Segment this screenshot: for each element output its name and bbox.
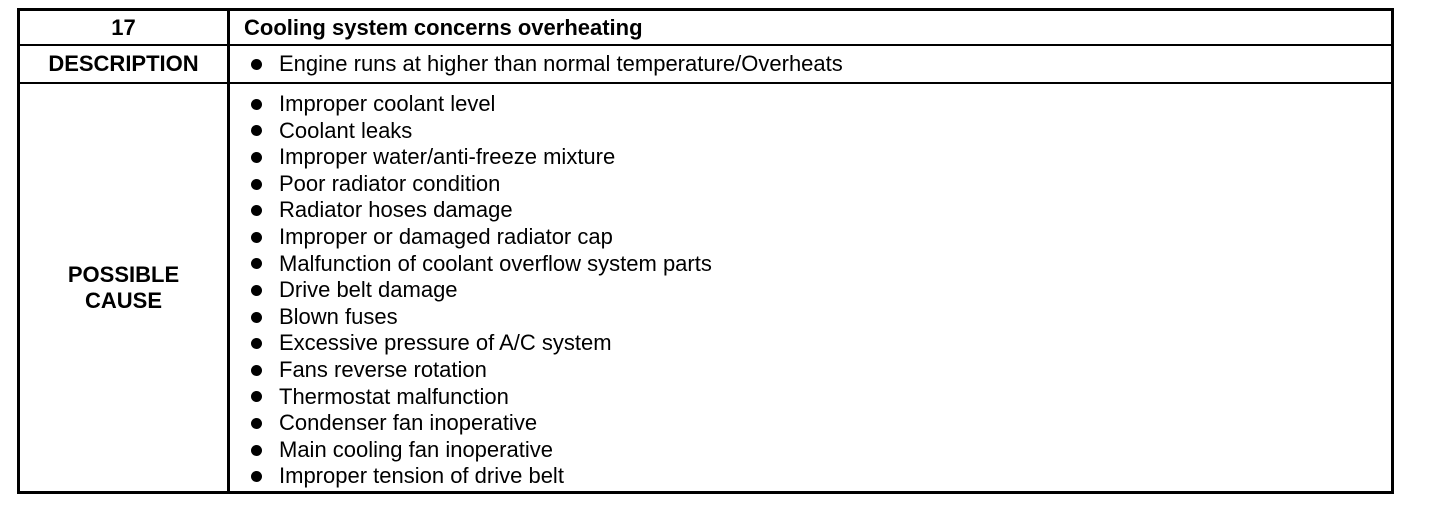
possible-cause-item [244, 224, 712, 251]
bullet-icon [251, 338, 262, 349]
possible-cause-item [244, 277, 712, 304]
possible-cause-item [244, 437, 712, 464]
possible-cause-item [244, 330, 712, 357]
possible-cause-text: Excessive pressure of A/C system [279, 330, 612, 356]
bullet-icon [251, 258, 262, 269]
bullet-icon [251, 285, 262, 296]
bullet-icon [251, 152, 262, 163]
possible-cause-text: Improper coolant level [279, 91, 496, 116]
bullet-icon [251, 99, 262, 110]
possible-cause-text: Fans reverse rotation [279, 356, 487, 382]
possible-cause-text: Poor radiator condition [279, 170, 501, 196]
bullet-icon [251, 445, 262, 456]
possible-cause-text: Coolant leaks [279, 117, 413, 143]
possible-cause-text: Thermostat malfunction [279, 383, 509, 409]
description-item [244, 51, 843, 78]
possible-cause-text: Main cooling fan inoperative [279, 436, 553, 462]
bullet-icon [251, 232, 262, 243]
diagnostic-table [17, 8, 1394, 494]
possible-cause-label: POSSIBLE CAUSE [67, 261, 180, 313]
possible-cause-cell [230, 84, 1391, 491]
possible-cause-item [244, 357, 712, 384]
diagnostic-title: Cooling system concerns overheating [244, 14, 643, 40]
bullet-icon [251, 179, 262, 190]
bullet-icon [251, 391, 262, 402]
possible-cause-text: Blown fuses [279, 303, 398, 329]
possible-cause-text: Improper tension of drive belt [279, 463, 564, 489]
possible-cause-item [244, 463, 712, 490]
possible-cause-item [244, 118, 712, 145]
description-item-text: Engine runs at higher than normal temperature/Overheats [279, 50, 843, 76]
diagnostic-number-cell [20, 11, 230, 46]
description-label-cell [20, 46, 230, 84]
possible-cause-item [244, 91, 712, 118]
possible-cause-item [244, 410, 712, 437]
bullet-icon [251, 418, 262, 429]
possible-cause-item [244, 384, 712, 411]
possible-cause-item [244, 144, 712, 171]
bullet-icon [251, 365, 262, 376]
possible-cause-item [244, 197, 712, 224]
possible-cause-item [244, 171, 712, 198]
possible-cause-text: Drive belt damage [279, 277, 458, 303]
bullet-icon [251, 59, 262, 70]
possible-cause-text: Improper or damaged radiator cap [279, 223, 613, 249]
bullet-icon [251, 205, 262, 216]
bullet-icon [251, 125, 262, 136]
possible-cause-label-cell [20, 84, 230, 491]
possible-cause-text: Improper water/anti-freeze mixture [279, 144, 616, 170]
possible-cause-text: Radiator hoses damage [279, 197, 513, 223]
bullet-icon [251, 312, 262, 323]
description-label: DESCRIPTION [48, 51, 199, 76]
diagnostic-title-cell [230, 11, 1391, 46]
possible-cause-list [244, 91, 712, 490]
possible-cause-text: Malfunction of coolant overflow system parts [279, 250, 712, 276]
diagnostic-number: 17 [111, 14, 136, 40]
possible-cause-text: Condenser fan inoperative [279, 410, 538, 436]
description-cell [230, 46, 1391, 84]
possible-cause-item [244, 304, 712, 331]
bullet-icon [251, 471, 262, 482]
possible-cause-item [244, 251, 712, 278]
